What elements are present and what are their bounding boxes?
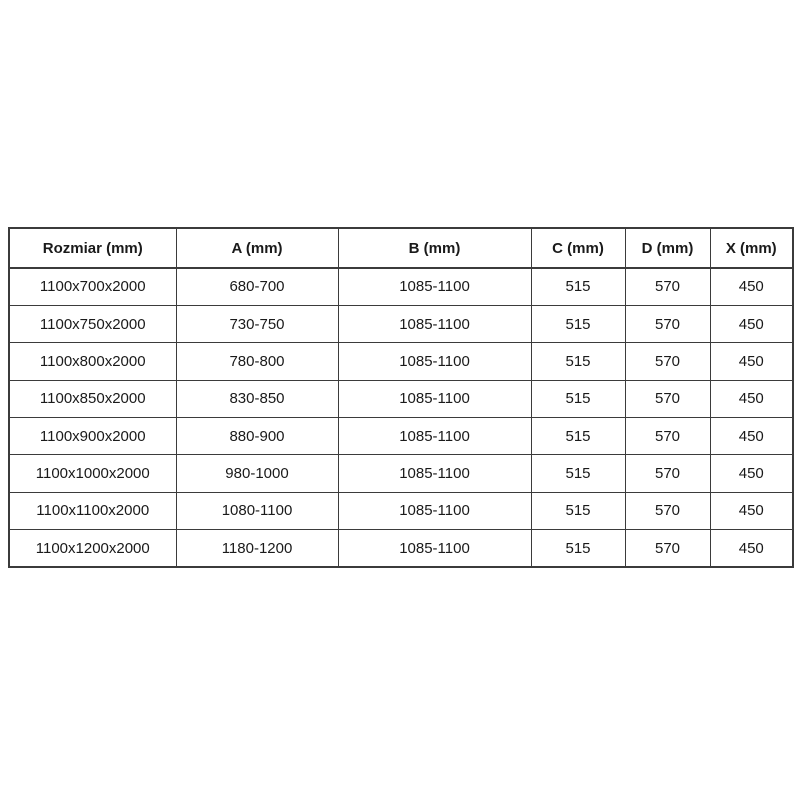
table-row	[9, 343, 793, 380]
table-cell: 450	[710, 343, 793, 380]
table-cell: 1085-1100	[338, 268, 531, 305]
table-cell: 780-800	[176, 343, 338, 380]
table-cell: 1080-1100	[176, 492, 338, 529]
table-cell: 570	[625, 492, 710, 529]
table-cell: 570	[625, 418, 710, 455]
table-body	[9, 268, 793, 567]
column-header: C (mm)	[531, 228, 625, 268]
table-cell: 450	[710, 530, 793, 567]
header-row	[9, 228, 793, 268]
table-cell: 680-700	[176, 268, 338, 305]
table-cell: 450	[710, 268, 793, 305]
table-cell: 1100x800x2000	[9, 343, 176, 380]
table-cell: 570	[625, 380, 710, 417]
table-cell: 830-850	[176, 380, 338, 417]
table-row	[9, 530, 793, 567]
table-cell: 1100x750x2000	[9, 305, 176, 342]
table-cell: 515	[531, 530, 625, 567]
table-cell: 1085-1100	[338, 418, 531, 455]
table-cell: 515	[531, 492, 625, 529]
table-cell: 570	[625, 268, 710, 305]
table-cell: 1085-1100	[338, 455, 531, 492]
table-cell: 730-750	[176, 305, 338, 342]
table-row	[9, 380, 793, 417]
table-cell: 450	[710, 418, 793, 455]
table-row	[9, 305, 793, 342]
table-header	[9, 228, 793, 268]
table-cell: 450	[710, 380, 793, 417]
table-row	[9, 455, 793, 492]
table-row	[9, 492, 793, 529]
table-cell: 515	[531, 418, 625, 455]
column-header: B (mm)	[338, 228, 531, 268]
table-cell: 980-1000	[176, 455, 338, 492]
table-cell: 1100x1100x2000	[9, 492, 176, 529]
table-cell: 1100x900x2000	[9, 418, 176, 455]
table-cell: 450	[710, 455, 793, 492]
table-cell: 515	[531, 343, 625, 380]
column-header: X (mm)	[710, 228, 793, 268]
table-cell: 515	[531, 380, 625, 417]
table-cell: 880-900	[176, 418, 338, 455]
table-row	[9, 268, 793, 305]
table-cell: 1100x1000x2000	[9, 455, 176, 492]
table-cell: 1180-1200	[176, 530, 338, 567]
table-cell: 515	[531, 305, 625, 342]
table-cell: 570	[625, 455, 710, 492]
table-cell: 570	[625, 305, 710, 342]
table-cell: 450	[710, 492, 793, 529]
table-cell: 570	[625, 343, 710, 380]
table-cell: 1085-1100	[338, 305, 531, 342]
column-header: Rozmiar (mm)	[9, 228, 176, 268]
table-cell: 1085-1100	[338, 343, 531, 380]
table-cell: 515	[531, 455, 625, 492]
table-cell: 570	[625, 530, 710, 567]
table-cell: 1100x700x2000	[9, 268, 176, 305]
table-cell: 515	[531, 268, 625, 305]
table-cell: 450	[710, 305, 793, 342]
table-cell: 1085-1100	[338, 530, 531, 567]
table-row	[9, 418, 793, 455]
table-cell: 1085-1100	[338, 380, 531, 417]
column-header: D (mm)	[625, 228, 710, 268]
table-cell: 1085-1100	[338, 492, 531, 529]
dimensions-table	[8, 227, 794, 568]
table-cell: 1100x1200x2000	[9, 530, 176, 567]
table-cell: 1100x850x2000	[9, 380, 176, 417]
column-header: A (mm)	[176, 228, 338, 268]
